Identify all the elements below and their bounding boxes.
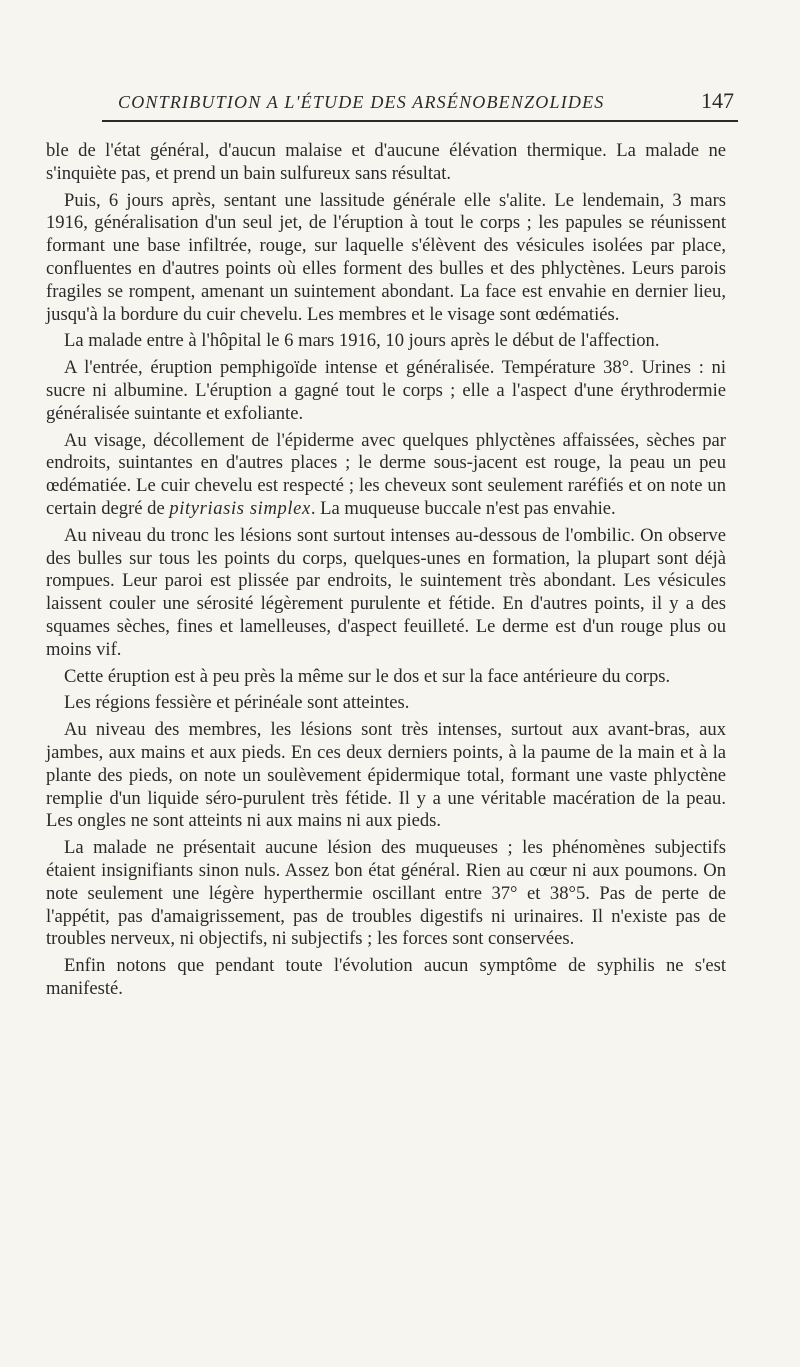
running-title: CONTRIBUTION A L'ÉTUDE DES ARSÉNOBENZOLIDES	[118, 92, 605, 112]
running-header	[102, 86, 738, 122]
body-text	[46, 140, 726, 1005]
page-number: 147	[701, 88, 734, 113]
paragraph-5-end: . La muqueuse buccale n'est pas envahie.	[310, 497, 616, 519]
paragraph-4: A l'entrée, éruption pemphigoïde intense et généralisée. Température 38°. Urines : ni sucre ni albumine. L'éruption a gagné tout le corps ; elle a l'aspect d'une érythrodermie généralisée suintante et exfoliante.	[46, 357, 726, 424]
paragraph-7: Cette éruption est à peu près la même sur le dos et sur la face antérieure du corps.	[64, 665, 671, 687]
paragraph-9: Au niveau des membres, les lésions sont très intenses, surtout aux avant-bras, aux jambes, aux mains et aux pieds. En ces deux derniers points, à la paume de la main et à la plante des pieds, on note un soulèvement épidermique total, formant une vaste phlyctène remplie d'un liquide séro-purulent très fétide. Il y a une véritable macération de la peau. Les ongles ne sont atteints ni aux mains ni aux pieds.	[46, 719, 726, 832]
paragraph-1: ble de l'état général, d'aucun malaise et d'aucune élévation thermique. La malade ne s'inquiète pas, et prend un bain sulfureux sans résultat.	[46, 140, 726, 184]
paragraph-3: La malade entre à l'hôpital le 6 mars 1916, 10 jours après le début de l'affection.	[64, 330, 660, 352]
paragraph-5-start: Au visage, décollement de l'épiderme avec quelques phlyctènes affaissées, sèches par endroits, suintantes en d'autres places ; le derme sous-jacent est rouge, la peau un peu œdématiée. Le cuir chevelu est respecté ; les cheveux sont seulement raréfiés et on note un certain degré de	[46, 429, 726, 519]
paragraph-5-italic: pityriasis simplex	[169, 497, 311, 519]
paragraph-11: Enfin notons que pendant toute l'évolution aucun symptôme de syphilis ne s'est manifesté.	[46, 955, 726, 999]
paragraph-5	[46, 430, 726, 521]
paragraph-2: Puis, 6 jours après, sentant une lassitude générale elle s'alite. Le lendemain, 3 mars 1916, généralisation d'un seul jet, de l'éruption à tout le corps ; les papules se réunissent formant une base infiltrée, rouge, sur laquelle s'élèvent des vésicules isolées par place, confluentes en d'autres points où elles forment des bulles et des phlyctènes. Leurs parois fragiles se rompent, amenant un suintement abondant. La face est envahie en dernier lieu, jusqu'à la bordure du cuir chevelu. Les membres et le visage sont œdématiés.	[46, 189, 726, 325]
paragraph-6: Au niveau du tronc les lésions sont surtout intenses au-dessous de l'ombilic. On observe des bulles sur tous les points du corps, quelques-unes en formation, la plupart sont déjà rompues. Leur paroi est plissée par endroits, le suintement très abondant. Les vésicules laissent couler une sérosité légèrement purulente et fétide. En d'autres points, il y a des squames sèches, fines et lamelleuses, d'aspect feuilleté. Le derme est d'un rouge plus ou moins vif.	[46, 524, 726, 660]
header-rule	[102, 120, 738, 122]
paragraph-10: La malade ne présentait aucune lésion des muqueuses ; les phénomènes subjectifs étaient insignifiants sinon nuls. Assez bon état général. Rien au cœur ni aux poumons. On note seulement une légère hyperthermie oscillant entre 37° et 38°5. Pas de perte de l'appétit, pas d'amaigrissement, pas de troubles digestifs ni urinaires. Il n'existe pas de troubles nerveux, ni objectifs, ni subjectifs ; les forces sont conservées.	[46, 837, 726, 950]
paragraph-8: Les régions fessière et périnéale sont atteintes.	[64, 692, 410, 714]
